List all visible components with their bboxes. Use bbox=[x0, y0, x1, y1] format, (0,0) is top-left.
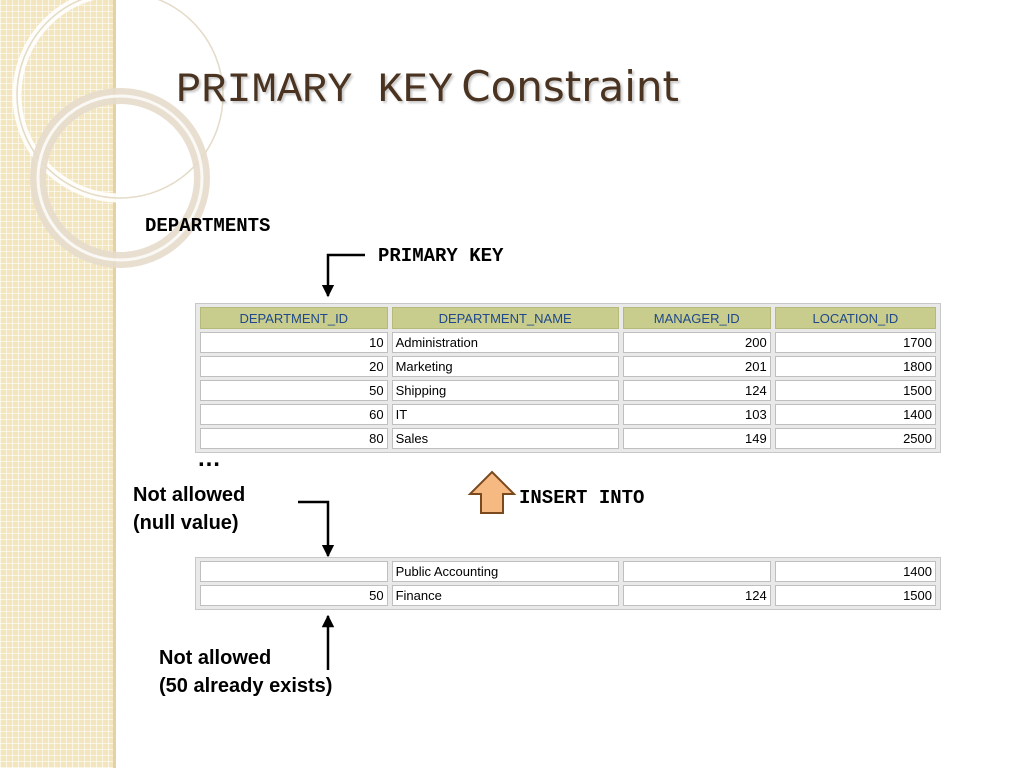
insert-up-arrow-icon bbox=[470, 472, 514, 513]
cell-location-id: 1500 bbox=[775, 380, 936, 401]
cell-department-name: Administration bbox=[392, 332, 619, 353]
null-value-note bbox=[133, 481, 245, 537]
cell-manager-id: 200 bbox=[623, 332, 771, 353]
cell-manager-id: 124 bbox=[623, 380, 771, 401]
column-header: MANAGER_ID bbox=[623, 307, 771, 329]
table-row bbox=[200, 428, 936, 449]
note-line: (null value) bbox=[133, 512, 239, 534]
insert-into-label: INSERT INTO bbox=[519, 487, 645, 509]
cell-department-id: 80 bbox=[200, 428, 388, 449]
duplicate-key-note bbox=[159, 644, 332, 700]
table-row bbox=[200, 585, 936, 606]
cell-manager-id: 201 bbox=[623, 356, 771, 377]
departments-table bbox=[195, 303, 941, 453]
cell-location-id: 1500 bbox=[775, 585, 936, 606]
table-row bbox=[200, 380, 936, 401]
table-row bbox=[200, 404, 936, 425]
cell-department-name: Public Accounting bbox=[392, 561, 619, 582]
cell-department-name: IT bbox=[392, 404, 619, 425]
cell-department-id: 60 bbox=[200, 404, 388, 425]
cell-department-id: 20 bbox=[200, 356, 388, 377]
primary-key-label: PRIMARY KEY bbox=[378, 245, 504, 267]
cell-department-id bbox=[200, 561, 388, 582]
cell-department-name: Marketing bbox=[392, 356, 619, 377]
cell-department-id: 50 bbox=[200, 585, 388, 606]
title-word: Constraint bbox=[461, 62, 680, 111]
column-header: DEPARTMENT_NAME bbox=[392, 307, 619, 329]
cell-manager-id: 149 bbox=[623, 428, 771, 449]
note-line: (50 already exists) bbox=[159, 675, 333, 697]
table-row bbox=[200, 561, 936, 582]
cell-location-id: 1800 bbox=[775, 356, 936, 377]
cell-location-id: 2500 bbox=[775, 428, 936, 449]
null-value-arrow bbox=[298, 502, 328, 556]
cell-department-id: 50 bbox=[200, 380, 388, 401]
table-row bbox=[200, 356, 936, 377]
header-row bbox=[200, 307, 936, 329]
column-header: LOCATION_ID bbox=[775, 307, 936, 329]
table-name-label: DEPARTMENTS bbox=[145, 215, 271, 237]
insert-rows-table bbox=[195, 557, 941, 610]
note-line: Not allowed bbox=[159, 647, 272, 669]
cell-location-id: 1400 bbox=[775, 561, 936, 582]
cell-department-name: Shipping bbox=[392, 380, 619, 401]
note-line: Not allowed bbox=[133, 484, 246, 506]
cell-department-id: 10 bbox=[200, 332, 388, 353]
cell-department-name: Sales bbox=[392, 428, 619, 449]
cell-department-name: Finance bbox=[392, 585, 619, 606]
cell-manager-id: 124 bbox=[623, 585, 771, 606]
column-header: DEPARTMENT_ID bbox=[200, 307, 388, 329]
cell-manager-id: 103 bbox=[623, 404, 771, 425]
cell-location-id: 1400 bbox=[775, 404, 936, 425]
primary-key-arrow bbox=[328, 255, 365, 296]
table-row bbox=[200, 332, 936, 353]
cell-location-id: 1700 bbox=[775, 332, 936, 353]
cell-manager-id bbox=[623, 561, 771, 582]
more-rows-ellipsis: … bbox=[197, 445, 222, 472]
title-keyword: PRIMARY KEY bbox=[176, 66, 454, 114]
